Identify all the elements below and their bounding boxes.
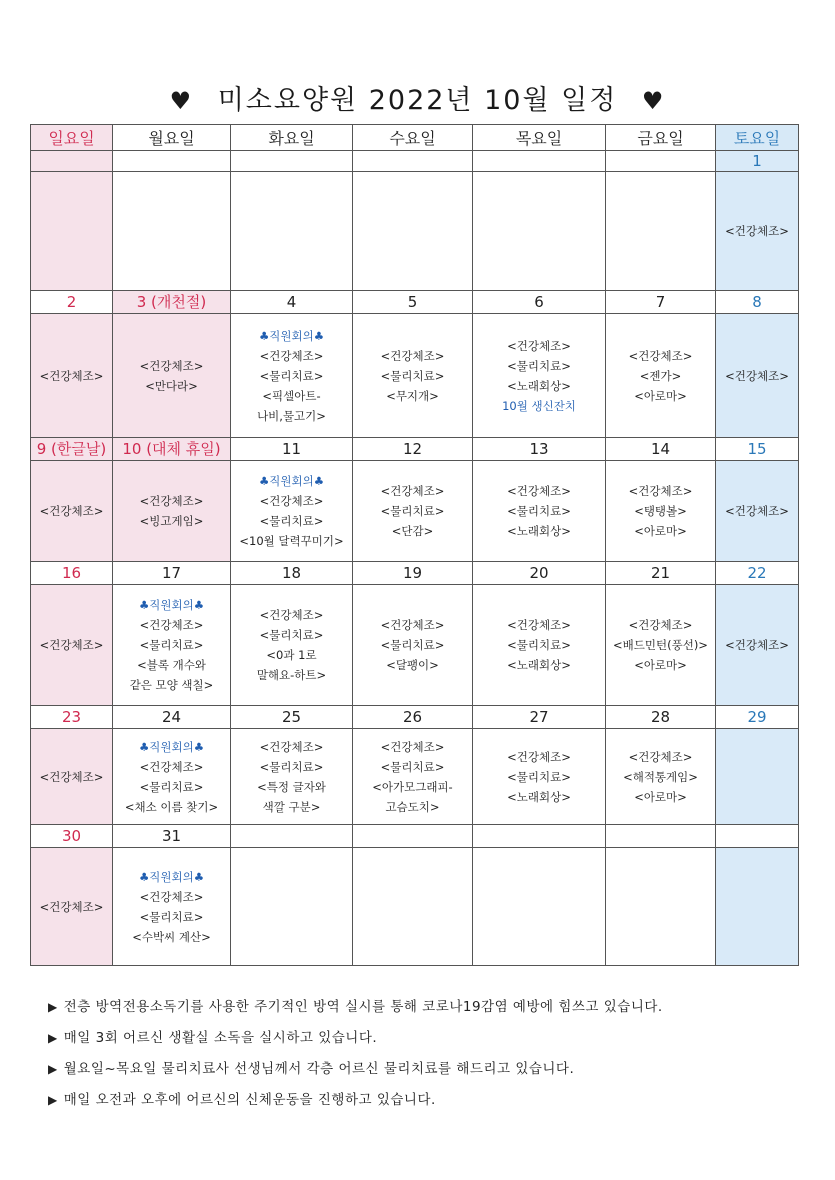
date-cell: 25 bbox=[231, 706, 353, 729]
day-cell bbox=[353, 585, 473, 706]
day-cell bbox=[31, 848, 113, 966]
activity-item: <건강체조> bbox=[380, 484, 445, 498]
date-row bbox=[31, 151, 799, 172]
date-cell bbox=[31, 151, 113, 172]
day-cell bbox=[231, 314, 353, 438]
activity-item: 나비,물고기> bbox=[257, 408, 326, 423]
day-cell bbox=[353, 172, 473, 291]
day-cell bbox=[473, 461, 606, 562]
activity-item: 같은 모양 색칠> bbox=[129, 678, 214, 692]
activity-item: <아로마> bbox=[634, 388, 687, 403]
day-cell bbox=[606, 172, 716, 291]
activity-item: <건강체조> bbox=[39, 504, 104, 518]
activity-item: <건강체조> bbox=[725, 638, 789, 652]
note-text: 전층 방역전용소독기를 사용한 주기적인 방역 실시를 통해 코로나19감염 예방에 힘쓰고 있습니다. bbox=[63, 999, 663, 1015]
weekday-header: 수요일 bbox=[353, 125, 473, 151]
activity-item: <아로마> bbox=[634, 789, 687, 804]
date-cell: 20 bbox=[473, 562, 606, 585]
day-cell bbox=[716, 848, 799, 966]
activity-item: <아로마> bbox=[634, 658, 687, 672]
date-cell: 28 bbox=[606, 706, 716, 729]
day-cell bbox=[716, 172, 799, 291]
activity-item: <건강체조> bbox=[628, 484, 693, 498]
activity-item: 색깔 구분> bbox=[262, 799, 321, 814]
day-cell bbox=[473, 172, 606, 291]
activity-item: <건강체조> bbox=[628, 749, 693, 764]
day-cell bbox=[716, 314, 799, 438]
day-cell bbox=[353, 729, 473, 825]
activity-item: 고슴도치> bbox=[385, 799, 440, 814]
date-cell bbox=[353, 151, 473, 172]
activity-item: <물리치료> bbox=[259, 759, 324, 774]
date-cell: 30 bbox=[31, 825, 113, 848]
note-text: 매일 오전과 오후에 어르신의 신체운동을 진행하고 있습니다. bbox=[63, 1092, 436, 1108]
day-cell bbox=[31, 729, 113, 825]
weekday-header-row bbox=[31, 125, 799, 151]
activity-item: <건강체조> bbox=[628, 618, 693, 632]
date-cell bbox=[473, 825, 606, 848]
content-row bbox=[31, 172, 799, 291]
activity-item: <빙고게임> bbox=[139, 514, 204, 528]
activity-item: <무지개> bbox=[386, 388, 439, 403]
day-cell bbox=[473, 314, 606, 438]
day-cell bbox=[113, 172, 231, 291]
activity-item: <건강체조> bbox=[139, 618, 204, 632]
date-cell: 29 bbox=[716, 706, 799, 729]
content-row bbox=[31, 461, 799, 562]
day-cell bbox=[473, 585, 606, 706]
activity-item: 10월 생신잔치 bbox=[502, 398, 576, 413]
activity-item: <노래회상> bbox=[507, 378, 571, 393]
date-cell: 12 bbox=[353, 438, 473, 461]
date-cell: 14 bbox=[606, 438, 716, 461]
date-cell: 11 bbox=[231, 438, 353, 461]
day-cell bbox=[231, 172, 353, 291]
day-cell bbox=[606, 314, 716, 438]
note-item bbox=[48, 1058, 828, 1089]
activity-item: <물리치료> bbox=[259, 628, 324, 642]
day-cell bbox=[231, 461, 353, 562]
activity-item: <건강체조> bbox=[39, 638, 104, 652]
activity-item: <만다라> bbox=[145, 378, 198, 393]
activity-item: <건강체조> bbox=[259, 739, 324, 754]
day-cell bbox=[353, 314, 473, 438]
arrow-icon: ▶ bbox=[48, 1031, 58, 1045]
activity-item: <물리치료> bbox=[139, 909, 204, 924]
activity-item: <물리치료> bbox=[259, 514, 324, 528]
date-cell bbox=[473, 151, 606, 172]
date-cell: 21 bbox=[606, 562, 716, 585]
activity-item: <건강체조> bbox=[259, 608, 324, 622]
date-cell bbox=[606, 825, 716, 848]
activity-item: <건강체조> bbox=[628, 348, 693, 363]
date-cell: 9 (한글날) bbox=[31, 438, 113, 461]
weekday-header: 일요일 bbox=[31, 125, 113, 151]
activity-item: <물리치료> bbox=[380, 759, 445, 774]
activity-item: <블록 개수와 bbox=[137, 658, 206, 672]
activity-item: <건강체조> bbox=[39, 769, 104, 784]
date-row bbox=[31, 438, 799, 461]
date-cell: 19 bbox=[353, 562, 473, 585]
activity-item: <건강체조> bbox=[39, 899, 104, 914]
day-cell bbox=[606, 729, 716, 825]
note-text: 매일 3회 어르신 생활실 소독을 실시하고 있습니다. bbox=[63, 1030, 378, 1046]
date-cell: 31 bbox=[113, 825, 231, 848]
activity-item: <건강체조> bbox=[139, 759, 204, 774]
date-cell bbox=[231, 151, 353, 172]
day-cell bbox=[473, 848, 606, 966]
note-text: 월요일~목요일 물리치료사 선생님께서 각층 어르신 물리치료를 해드리고 있습니다. bbox=[63, 1061, 575, 1077]
date-cell bbox=[606, 151, 716, 172]
weekday-header: 금요일 bbox=[606, 125, 716, 151]
activity-item: <단감> bbox=[391, 524, 434, 538]
heart-icon: ♥ bbox=[169, 87, 194, 115]
activity-item: <물리치료> bbox=[507, 769, 571, 784]
date-cell: 1 bbox=[716, 151, 799, 172]
date-row bbox=[31, 706, 799, 729]
weekday-header: 토요일 bbox=[716, 125, 799, 151]
activity-item: <해적통게임> bbox=[623, 769, 698, 784]
arrow-icon: ▶ bbox=[48, 1062, 58, 1076]
activity-item: <픽셀아트- bbox=[262, 388, 321, 403]
content-row bbox=[31, 729, 799, 825]
date-cell: 23 bbox=[31, 706, 113, 729]
activity-item: <건강체조> bbox=[139, 494, 204, 508]
activity-item: <노래회상> bbox=[507, 658, 571, 672]
date-cell: 8 bbox=[716, 291, 799, 314]
day-cell bbox=[353, 461, 473, 562]
activity-item: <물리치료> bbox=[380, 368, 445, 383]
day-cell bbox=[231, 729, 353, 825]
day-cell bbox=[716, 461, 799, 562]
activity-item: <물리치료> bbox=[380, 504, 445, 518]
content-row bbox=[31, 585, 799, 706]
activity-item: <노래회상> bbox=[507, 789, 571, 804]
activity-item: ♣직원회의♣ bbox=[138, 598, 205, 612]
day-cell bbox=[473, 729, 606, 825]
date-cell: 4 bbox=[231, 291, 353, 314]
date-cell: 13 bbox=[473, 438, 606, 461]
day-cell bbox=[606, 585, 716, 706]
activity-item: <건강체조> bbox=[380, 618, 445, 632]
activity-item: <배드민턴(풍선)> bbox=[613, 638, 708, 652]
activity-item: <젠가> bbox=[639, 368, 682, 383]
activity-item: ♣직원회의♣ bbox=[258, 474, 325, 488]
calendar-table bbox=[30, 124, 799, 966]
activity-item: <건강체조> bbox=[380, 348, 445, 363]
activity-item: <건강체조> bbox=[39, 368, 104, 383]
activity-item: <건강체조> bbox=[139, 358, 204, 373]
activity-item: <건강체조> bbox=[725, 368, 789, 383]
date-cell bbox=[353, 825, 473, 848]
day-cell bbox=[113, 314, 231, 438]
note-item bbox=[48, 996, 828, 1027]
activity-item: <건강체조> bbox=[259, 494, 324, 508]
day-cell bbox=[113, 585, 231, 706]
activity-item: <아가모그래피- bbox=[372, 779, 453, 794]
activity-item: <달팽이> bbox=[386, 658, 439, 672]
weekday-header: 월요일 bbox=[113, 125, 231, 151]
date-cell: 3 (개천절) bbox=[113, 291, 231, 314]
day-cell bbox=[716, 585, 799, 706]
date-cell: 5 bbox=[353, 291, 473, 314]
activity-item: ♣직원회의♣ bbox=[138, 869, 205, 884]
date-cell: 15 bbox=[716, 438, 799, 461]
activity-item: <물리치료> bbox=[259, 368, 324, 383]
date-cell: 10 (대체 휴일) bbox=[113, 438, 231, 461]
activity-item: <건강체조> bbox=[725, 504, 789, 518]
activity-item: <물리치료> bbox=[507, 638, 571, 652]
activity-item: ♣직원회의♣ bbox=[258, 328, 325, 343]
weekday-header: 화요일 bbox=[231, 125, 353, 151]
day-cell bbox=[113, 461, 231, 562]
content-row bbox=[31, 314, 799, 438]
date-cell: 7 bbox=[606, 291, 716, 314]
day-cell bbox=[31, 461, 113, 562]
activity-item: ♣직원회의♣ bbox=[138, 739, 205, 754]
activity-item: <건강체조> bbox=[380, 739, 445, 754]
activity-item: <물리치료> bbox=[507, 504, 571, 518]
heart-icon: ♥ bbox=[641, 87, 666, 115]
date-cell: 2 bbox=[31, 291, 113, 314]
activity-item: <탱탱볼> bbox=[634, 504, 687, 518]
notes-list bbox=[48, 996, 828, 1120]
activity-item: <물리치료> bbox=[380, 638, 445, 652]
activity-item: <건강체조> bbox=[139, 889, 204, 904]
day-cell bbox=[113, 729, 231, 825]
day-cell bbox=[31, 314, 113, 438]
day-cell bbox=[606, 461, 716, 562]
date-cell bbox=[113, 151, 231, 172]
date-cell: 16 bbox=[31, 562, 113, 585]
activity-item: <건강체조> bbox=[259, 348, 324, 363]
date-cell: 17 bbox=[113, 562, 231, 585]
date-cell: 27 bbox=[473, 706, 606, 729]
activity-item: <물리치료> bbox=[507, 358, 571, 373]
content-row bbox=[31, 848, 799, 966]
activity-item: <건강체조> bbox=[507, 749, 571, 764]
activity-item: <채소 이름 찾기> bbox=[124, 799, 219, 814]
date-cell: 24 bbox=[113, 706, 231, 729]
date-cell bbox=[716, 825, 799, 848]
date-cell: 22 bbox=[716, 562, 799, 585]
activity-item: <노래회상> bbox=[507, 524, 571, 538]
date-cell: 6 bbox=[473, 291, 606, 314]
day-cell bbox=[31, 585, 113, 706]
activity-item: <특정 글자와 bbox=[257, 779, 326, 794]
note-item bbox=[48, 1027, 828, 1058]
day-cell bbox=[716, 729, 799, 825]
activity-item: <건강체조> bbox=[507, 618, 571, 632]
arrow-icon: ▶ bbox=[48, 1093, 58, 1107]
day-cell bbox=[31, 172, 113, 291]
date-row bbox=[31, 825, 799, 848]
activity-item: <수박씨 계산> bbox=[132, 929, 211, 944]
date-row bbox=[31, 291, 799, 314]
page-title bbox=[0, 78, 835, 117]
activity-item: <10월 달력꾸미기> bbox=[239, 534, 344, 548]
activity-item: <건강체조> bbox=[725, 224, 789, 238]
date-cell: 26 bbox=[353, 706, 473, 729]
activity-item: <0과 1로 bbox=[266, 648, 317, 662]
date-row bbox=[31, 562, 799, 585]
activity-item: <물리치료> bbox=[139, 779, 204, 794]
day-cell bbox=[231, 848, 353, 966]
weekday-header: 목요일 bbox=[473, 125, 606, 151]
activity-item: <건강체조> bbox=[507, 338, 571, 353]
activity-item: <건강체조> bbox=[507, 484, 571, 498]
day-cell bbox=[231, 585, 353, 706]
date-cell bbox=[231, 825, 353, 848]
day-cell bbox=[113, 848, 231, 966]
date-cell: 18 bbox=[231, 562, 353, 585]
note-item bbox=[48, 1089, 828, 1120]
title-text: 미소요양원 2022년 10월 일정 bbox=[217, 85, 618, 116]
activity-item: <아로마> bbox=[634, 524, 687, 538]
activity-item: 말해요-하트> bbox=[256, 668, 327, 682]
day-cell bbox=[353, 848, 473, 966]
arrow-icon: ▶ bbox=[48, 1000, 58, 1014]
activity-item: <물리치료> bbox=[139, 638, 204, 652]
day-cell bbox=[606, 848, 716, 966]
